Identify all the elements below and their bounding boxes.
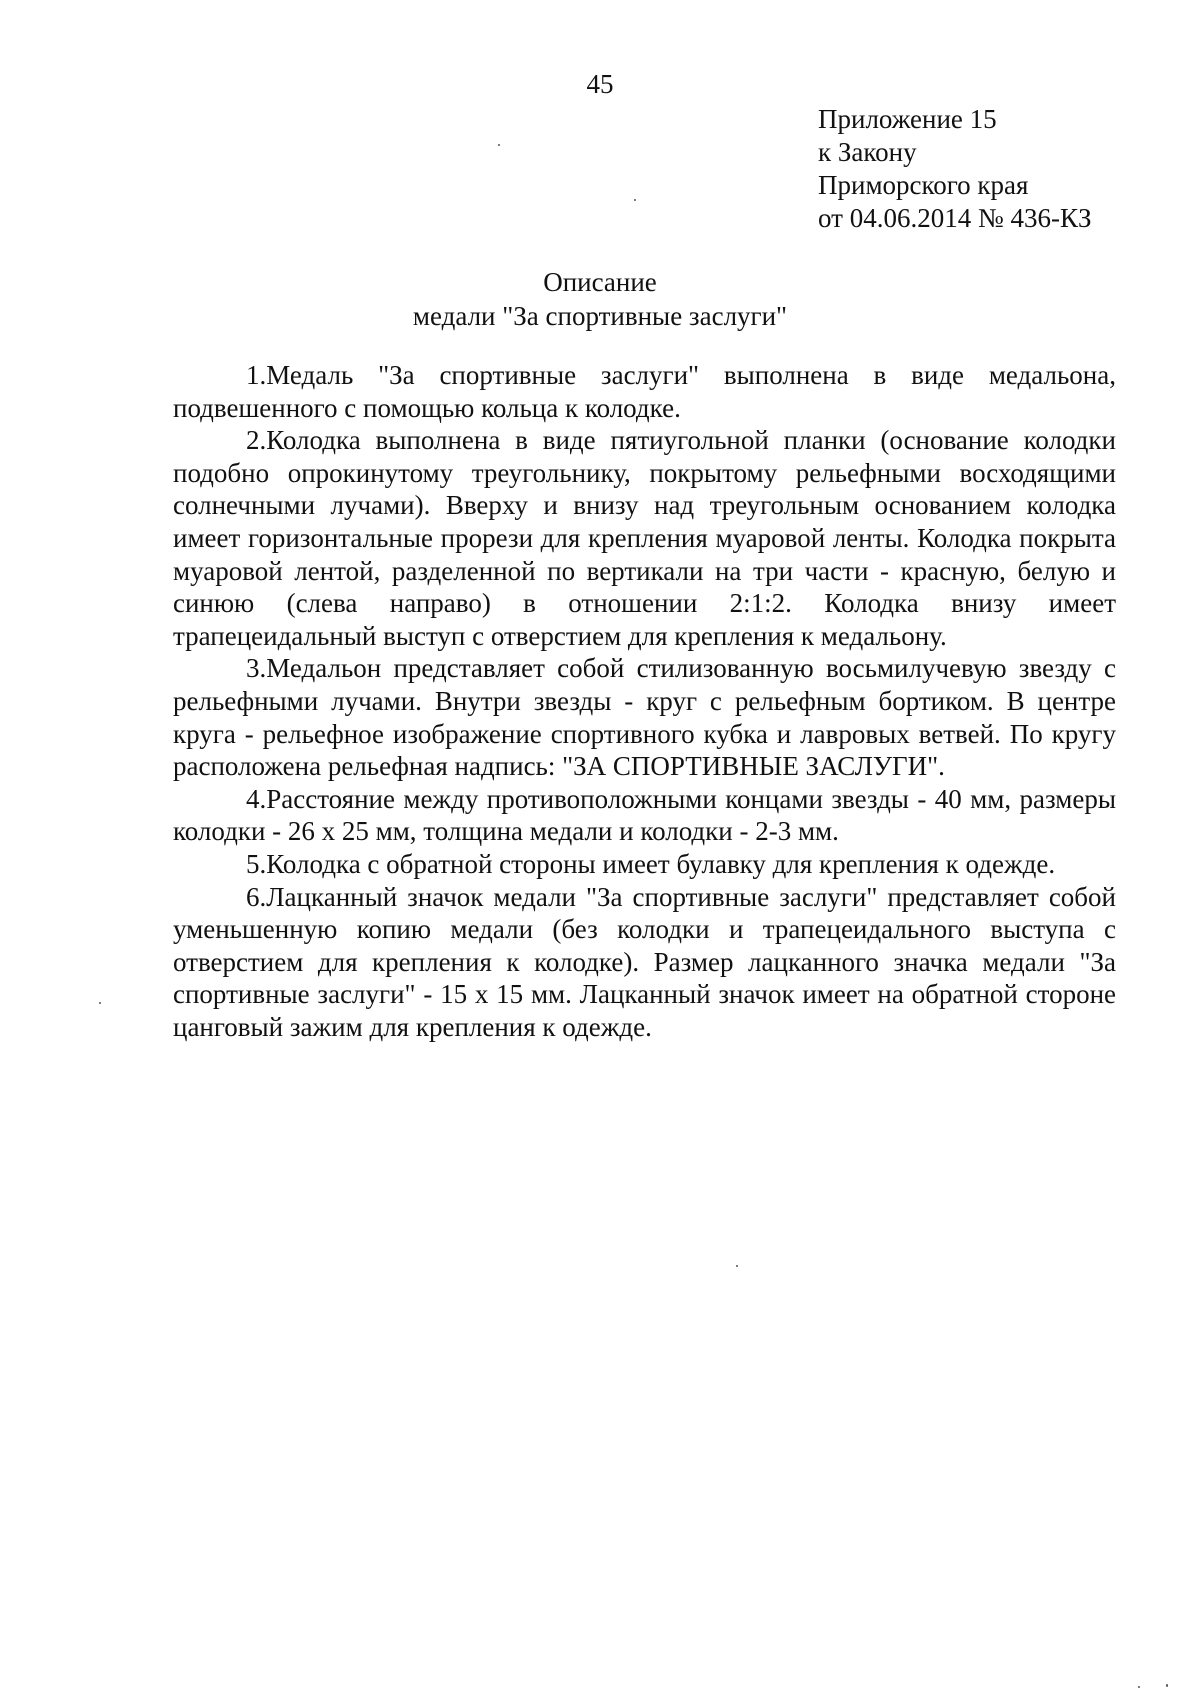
scan-speck [634,199,636,201]
title-line-1: Описание [543,267,657,297]
scan-speck [498,144,500,146]
paragraph-2: 2.Колодка выполнена в виде пятиугольной планки (основание колодки подобно опрокинутому треугольнику, покрытому рельефными восходящими солнечными лучами). Вверху и внизу над треугольным основанием колодка имеет горизонтальные прорези для крепления муаровой ленты. Колодка покрыта муаровой лентой, разделенной по вертикали на три части - красную, белую и синюю (слева направо) в отношении 2:1:2. Колодка внизу имеет трапецеидальный выступ с отверстием для крепления к медальону. [173,425,1116,651]
appendix-line-1: Приложение 15 [818,104,997,134]
scan-speck [736,1265,738,1267]
paragraph-6: 6.Лацканный значок медали "За спортивные заслуги" представляет собой уменьшенную копию медали (без колодки и трапецеидального выступа с отверстием для крепления к колодке). Размер лацканного значка медали "За спортивные заслуги" - 15 х 15 мм. Лацканный значок имеет на обратной стороне цанговый зажим для крепления к одежде. [173,881,1116,1042]
document-body [173,359,1116,1043]
appendix-line-2: к Закону [818,137,917,167]
scan-speck [99,1002,101,1004]
scan-speck [1138,1686,1140,1688]
document-title [0,265,1200,333]
appendix-line-4: от 04.06.2014 № 436-КЗ [818,203,1092,233]
scan-speck [1166,1684,1168,1687]
paragraph-3: 3.Медальон представляет собой стилизованную восьмилучевую звезду с рельефными лучами. Внутри звезды - круг с рельефным бортиком. В центре круга - рельефное изображение спортивного кубка и лавровых ветвей. По кругу расположена рельефная надпись: "ЗА СПОРТИВНЫЕ ЗАСЛУГИ". [173,653,1116,782]
paragraph-1: 1.Медаль "За спортивные заслуги" выполнена в виде медальона, подвешенного с помощью кольца к колодке. [173,360,1116,423]
title-line-2: медали "За спортивные заслуги" [412,301,788,331]
paragraph-4: 4.Расстояние между противоположными концами звезды - 40 мм, размеры колодки - 26 х 25 мм, толщина медали и колодки - 2-3 мм. [173,783,1116,847]
paragraph-5: 5.Колодка с обратной стороны имеет булавку для крепления к одежде. [246,848,1056,879]
appendix-line-3: Приморского края [818,170,1029,200]
appendix-reference [818,103,1091,235]
page-number: 45 [586,69,614,99]
